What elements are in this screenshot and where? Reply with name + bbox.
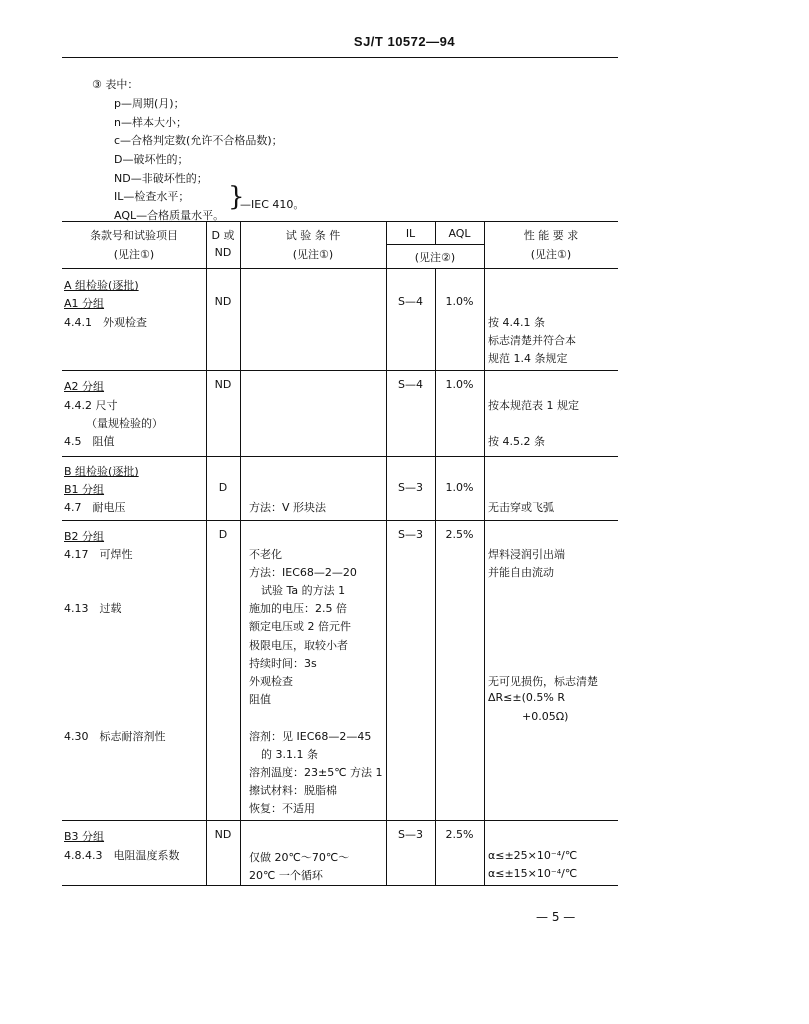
b3-aql: 2.5% — [445, 828, 474, 841]
header-conditions: 试 验 条 件 — [285, 229, 341, 242]
b2-item: 4.13 过载 — [64, 602, 122, 615]
page-number: — 5 — — [536, 910, 576, 924]
a1-dnd: ND — [214, 295, 232, 308]
b3-cond: 20℃ 一个循环 — [249, 869, 323, 882]
header-il: IL — [405, 227, 416, 240]
a1-req: 标志清楚并符合本 — [488, 334, 576, 347]
header-requirements-note: (见注①) — [530, 248, 572, 261]
header-aql: AQL — [448, 227, 471, 240]
a1-item: 4.4.1 外观检查 — [64, 316, 147, 329]
b1-dnd: D — [218, 481, 228, 494]
brace-symbol: } — [228, 182, 245, 212]
header-requirements: 性 能 要 求 — [523, 229, 579, 242]
a2-req: 按本规范表 1 规定 — [488, 399, 579, 412]
header-il-aql-note: (见注②) — [414, 251, 456, 264]
note-line: ND—非破坏性的； — [114, 172, 208, 185]
b1-req: 无击穿或飞弧 — [488, 501, 554, 514]
b3-cond: 仅做 20℃～70℃～ — [249, 851, 350, 864]
b2-req: +0.05Ω) — [522, 710, 569, 723]
a2-req: 按 4.5.2 条 — [488, 435, 545, 448]
header-clause: 条款号和试验项目 — [90, 229, 178, 242]
a2-item: 4.4.2 尺寸 — [64, 399, 118, 412]
header-clause-note: (见注①) — [113, 248, 155, 261]
note-line: p—周期(月)； — [114, 97, 185, 110]
b2-cond: 擦试材料：脱脂棉 — [249, 784, 337, 797]
group-a-title: A 组检验(逐批) — [64, 279, 139, 292]
note-line: IL—检查水平； — [114, 190, 190, 203]
b2-cond: 极限电压，取较小者 — [249, 639, 348, 652]
note-line: AQL—合格质量水平。 — [114, 209, 225, 222]
b3-il: S—3 — [398, 828, 423, 841]
a2-dnd: ND — [214, 378, 232, 391]
a1-il: S—4 — [398, 295, 423, 308]
b2-cond: 不老化 — [249, 548, 282, 561]
note-line: n—样本大小； — [114, 116, 187, 129]
a2-il: S—4 — [398, 378, 423, 391]
b2-req: ΔR≤±(0.5% R — [488, 691, 565, 704]
b2-cond: 溶剂温度：23±5℃ 方法 1 — [249, 766, 383, 779]
b2-cond: 外观检查 — [249, 675, 293, 688]
b3-dnd: ND — [214, 828, 232, 841]
note-line: c—合格判定数(允许不合格品数)； — [114, 134, 283, 147]
header-dnd: D 或 — [211, 229, 235, 242]
note-iec-ref: —IEC 410。 — [240, 198, 305, 211]
b2-dnd: D — [218, 528, 228, 541]
b2-cond: 额定电压或 2 倍元件 — [249, 620, 351, 633]
a2-aql: 1.0% — [445, 378, 474, 391]
subgroup-b1: B1 分组 — [64, 483, 105, 496]
group-b-title: B 组检验(逐批) — [64, 465, 139, 478]
b1-item: 4.7 耐电压 — [64, 501, 126, 514]
header-rule — [62, 57, 618, 58]
b1-cond: 方法：V 形块法 — [249, 501, 327, 514]
b2-aql: 2.5% — [445, 528, 474, 541]
subgroup-b3: B3 分组 — [64, 830, 105, 843]
note-line: D—破坏性的； — [114, 153, 189, 166]
b2-req: 焊料浸润引出端 — [488, 548, 565, 561]
b3-req: α≤±15×10⁻⁴/℃ — [488, 867, 578, 880]
b2-req: 无可见损伤，标志清楚 — [488, 675, 598, 688]
a1-req: 规范 1.4 条规定 — [488, 352, 568, 365]
a1-aql: 1.0% — [445, 295, 474, 308]
b2-cond: 溶剂：见 IEC68—2—45 — [249, 730, 372, 743]
b2-item: 4.30 标志耐溶剂性 — [64, 730, 166, 743]
note-intro: ③ 表中： — [92, 78, 139, 91]
b1-aql: 1.0% — [445, 481, 474, 494]
b2-cond: 持续时间：3s — [249, 657, 317, 670]
header-conditions-note: (见注①) — [292, 248, 334, 261]
b2-cond: 试验 Ta 的方法 1 — [261, 584, 346, 597]
b3-item: 4.8.4.3 电阻温度系数 — [64, 849, 180, 862]
subgroup-a1: A1 分组 — [64, 297, 105, 310]
b2-cond: 阻值 — [249, 693, 271, 706]
b2-cond: 方法：IEC68—2—20 — [249, 566, 357, 579]
document-code: SJ/T 10572—94 — [353, 34, 456, 49]
a2-item: 4.5 阻值 — [64, 435, 115, 448]
subgroup-a2: A2 分组 — [64, 380, 105, 393]
subgroup-b2: B2 分组 — [64, 530, 105, 543]
b2-item: 4.17 可焊性 — [64, 548, 133, 561]
a2-item: （量规检验的） — [86, 417, 163, 430]
b2-req: 并能自由流动 — [488, 566, 554, 579]
b2-cond: 施加的电压：2.5 倍 — [249, 602, 347, 615]
header-dnd-line2: ND — [214, 246, 232, 259]
b2-cond: 的 3.1.1 条 — [261, 748, 318, 761]
b2-il: S—3 — [398, 528, 423, 541]
b2-cond: 恢复：不适用 — [249, 802, 315, 815]
a1-req: 按 4.4.1 条 — [488, 316, 545, 329]
b1-il: S—3 — [398, 481, 423, 494]
b3-req: α≤±25×10⁻⁴/℃ — [488, 849, 578, 862]
